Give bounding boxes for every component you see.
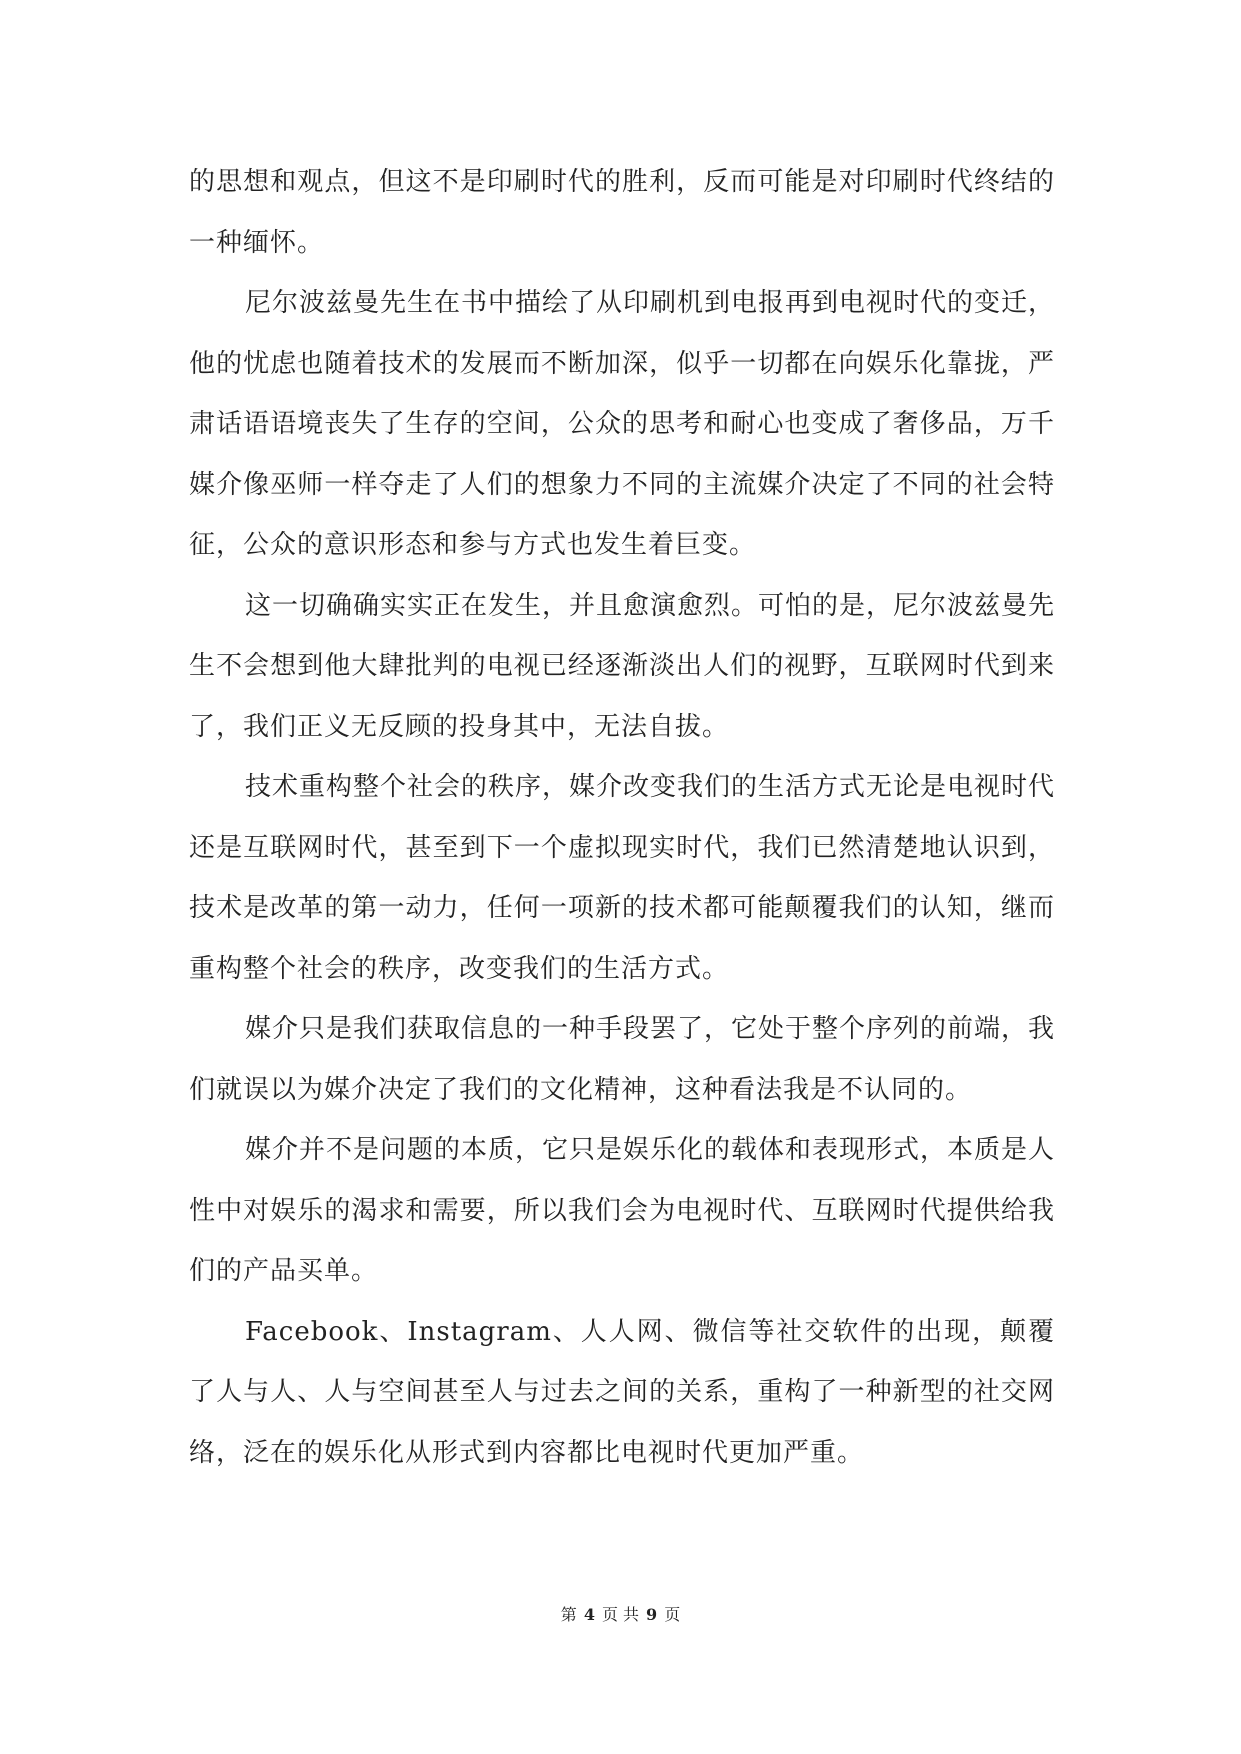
paragraph: 这一切确确实实正在发生，并且愈演愈烈。可怕的是，尼尔波兹曼先生不会想到他大肆批判的电视已经逐渐淡出人们的视野，互联网时代到来了，我们正义无反顾的投身其中，无法自拔。 — [189, 590, 1056, 742]
page-footer — [0, 1605, 1241, 1625]
paragraph: 媒介并不是问题的本质，它只是娱乐化的载体和表现形式，本质是人性中对娱乐的渴求和需要，所以我们会为电视时代、互联网时代提供给我们的产品买单。 — [189, 1135, 1056, 1286]
paragraph: 技术重构整个社会的秩序，媒介改变我们的生活方式无论是电视时代还是互联网时代，甚至到下一个虚拟现实时代，我们已然清楚地认识到，技术是改革的第一动力，任何一项新的技术都可能颠覆我们的认知，继而重构整个社会的秩序，改变我们的生活方式。 — [189, 772, 1056, 984]
footer-middle: 页 共 — [601, 1605, 640, 1624]
document-body — [189, 152, 1055, 1483]
footer-suffix: 页 — [664, 1605, 681, 1624]
footer-prefix: 第 — [560, 1605, 577, 1624]
paragraph: 的思想和观点，但这不是印刷时代的胜利，反而可能是对印刷时代终结的一种缅怀。 — [189, 167, 1055, 258]
total-page-number: 9 — [646, 1605, 658, 1624]
paragraph: Facebook、Instagram、人人网、微信等社交软件的出现，颠覆了人与人、人与空间甚至人与过去之间的关系，重构了一种新型的社交网络，泛在的娱乐化从形式到内容都比电视时代更加严重。 — [189, 1316, 1055, 1468]
current-page-number: 4 — [583, 1605, 595, 1624]
paragraph: 尼尔波兹曼先生在书中描绘了从印刷机到电报再到电视时代的变迁，他的忧虑也随着技术的发展而不断加深，似乎一切都在向娱乐化靠拢，严肃话语语境丧失了生存的空间，公众的思考和耐心也变成了奢侈品，万千媒介像巫师一样夺走了人们的想象力不同的主流媒介决定了不同的社会特征，公众的意识形态和参与方式也发生着巨变。 — [189, 288, 1056, 560]
paragraph: 媒介只是我们获取信息的一种手段罢了，它处于整个序列的前端，我们就误以为媒介决定了我们的文化精神，这种看法我是不认同的。 — [189, 1014, 1056, 1105]
